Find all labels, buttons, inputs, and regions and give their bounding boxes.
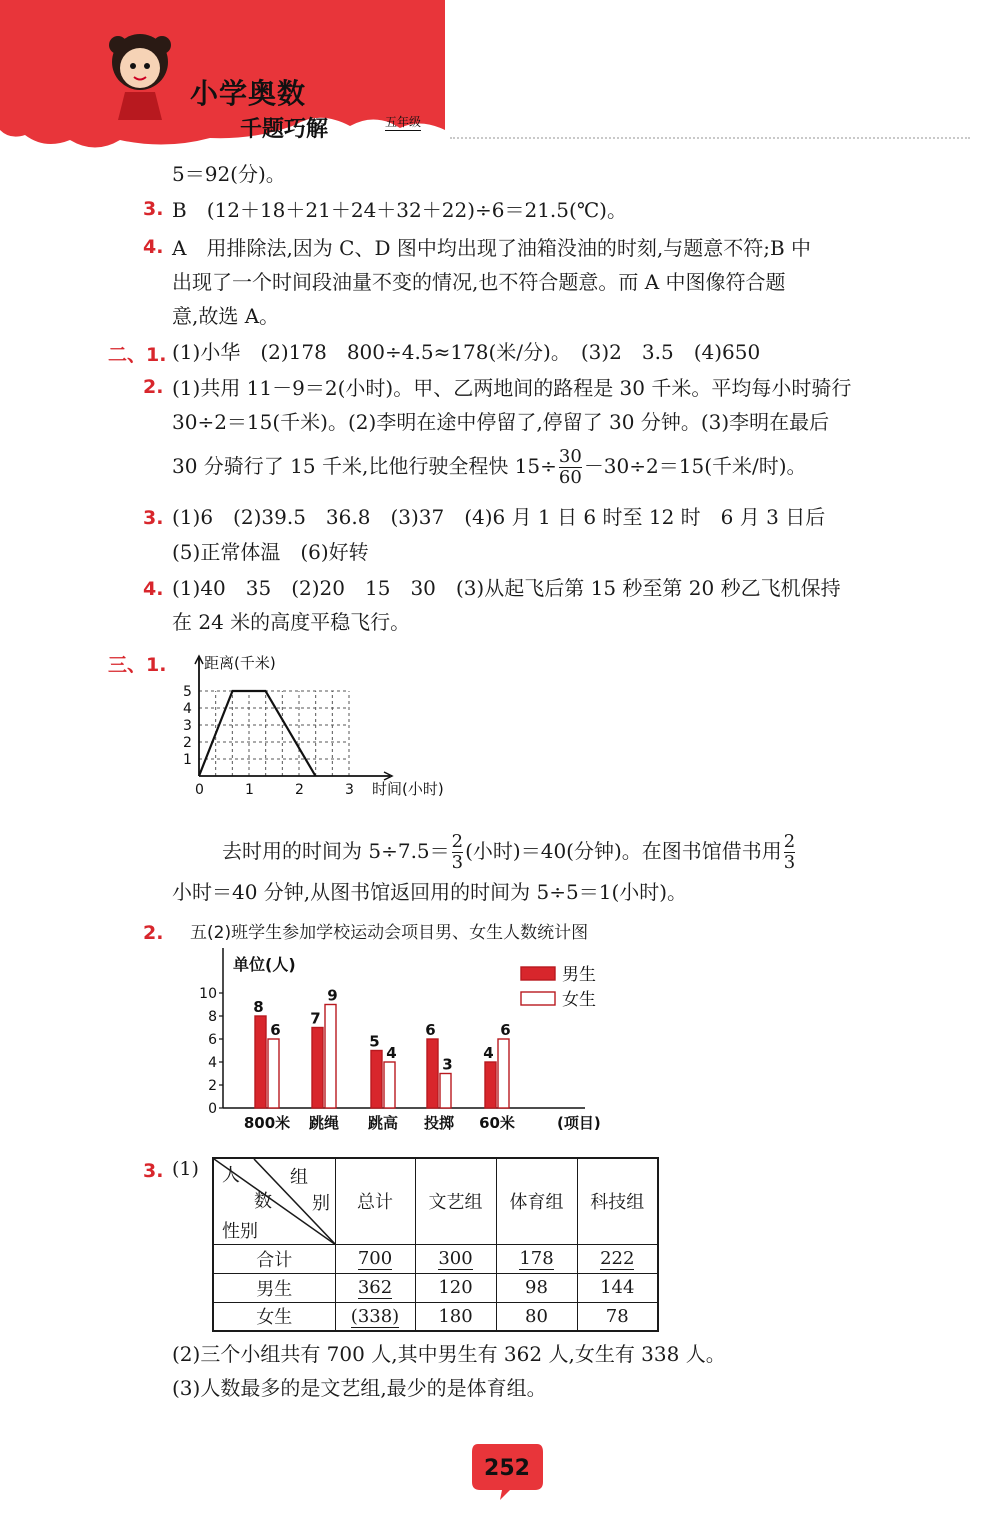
book-title: 小学奥数 (190, 77, 307, 110)
y-tick-label: 3 (183, 718, 192, 734)
text-segment: －30÷2＝15(千米/时)。 (583, 454, 807, 478)
table-row (213, 1273, 658, 1302)
y-tick-label: 8 (208, 1009, 217, 1025)
text-line: 出现了一个时间段油量不变的情况,也不符合题意。而 A 中图像符合题 (172, 270, 786, 294)
table-row (213, 1302, 658, 1331)
bar (485, 1062, 496, 1108)
header-divider (450, 137, 970, 139)
x-axis-label: 时间(小时) (372, 780, 444, 798)
y-tick-label: 0 (208, 1101, 217, 1117)
cell-value: 362 (357, 1277, 393, 1298)
chart-bars (244, 987, 515, 1133)
fraction (784, 832, 795, 873)
cell-value: 178 (519, 1248, 554, 1269)
item-number: 2. (143, 922, 164, 944)
bar (312, 1028, 323, 1109)
table-header: 文艺组 (415, 1158, 496, 1244)
category-label: 跳绳 (308, 1114, 340, 1132)
fraction-denominator: 3 (451, 852, 464, 873)
corner-label: 性别 (222, 1221, 258, 1242)
corner-label: 组 (290, 1167, 308, 1188)
item-number: 3. (143, 507, 164, 529)
bar-value-label: 6 (425, 1021, 436, 1039)
text-line-with-fraction (222, 832, 797, 873)
y-tick-label: 10 (199, 986, 217, 1002)
item-number: 2. (143, 376, 164, 398)
bar (268, 1039, 279, 1108)
y-tick-label: 4 (183, 701, 192, 717)
cell-value: 700 (357, 1248, 393, 1269)
table-cell (335, 1302, 415, 1331)
text-line: (1)6 (2)39.5 36.8 (3)37 (4)6 月 1 日 6 时至 12 时 6 月 3 日后 (172, 505, 826, 529)
table-cell (496, 1244, 577, 1273)
sports-bar-chart (185, 918, 635, 1140)
bar-value-label: 7 (310, 1009, 321, 1028)
text-line: 小时＝40 分钟,从图书馆返回用的时间为 5÷5＝1(小时)。 (172, 880, 688, 904)
text-segment: 去时用的时间为 5÷7.5＝ (222, 839, 450, 863)
table-cell: 180 (415, 1302, 496, 1331)
bar-value-label: 4 (483, 1044, 494, 1062)
table-cell (335, 1273, 415, 1302)
series-line (199, 691, 316, 776)
bar-value-label: 5 (369, 1032, 380, 1051)
legend-swatch (521, 992, 555, 1005)
fraction-numerator: 2 (451, 831, 464, 852)
y-axis-label: 距离(千米) (204, 654, 276, 672)
text-line: A 用排除法,因为 C、D 图中均出现了油箱没油的时刻,与题意不符;B 中 (172, 236, 812, 260)
legend-label: 男生 (562, 965, 596, 985)
cell-value: 300 (438, 1248, 473, 1269)
y-tick-label: 2 (183, 735, 192, 751)
group-stats-table (212, 1157, 659, 1332)
bar-value-label: 6 (500, 1021, 511, 1039)
text-line: 5＝92(分)。 (172, 162, 286, 186)
table-cell (577, 1244, 658, 1273)
bar-value-label: 3 (442, 1055, 453, 1074)
section-number: 二、1. (108, 344, 167, 366)
item-number: 3. (143, 198, 164, 220)
category-label: 跳高 (367, 1114, 399, 1132)
table-header: 总计 (335, 1158, 415, 1244)
text-line: 意,故选 A。 (172, 304, 280, 328)
chart-series (199, 691, 316, 776)
x-tick-label: 3 (345, 782, 354, 798)
bar (325, 1005, 336, 1109)
cell-value: 222 (600, 1248, 635, 1269)
table-header: 体育组 (496, 1158, 577, 1244)
table-header: 科技组 (577, 1158, 658, 1244)
bar (384, 1062, 395, 1108)
fraction (452, 832, 463, 873)
row-label: 男生 (213, 1273, 335, 1302)
text-line: (1)共用 11－9＝2(小时)。甲、乙两地间的路程是 30 千米。平均每小时骑行 (172, 376, 852, 400)
text-line: (1)小华 (2)178 800÷4.5≈178(米/分)。 (3)2 3.5 (4)650 (172, 340, 761, 364)
distance-time-chart (172, 648, 472, 808)
section-number: 三、1. (108, 654, 167, 676)
table-cell (415, 1244, 496, 1273)
row-label: 合计 (213, 1244, 335, 1273)
chart-legend (521, 965, 596, 1010)
text-line: 在 24 米的高度平稳飞行。 (172, 610, 411, 634)
text-line: (2)三个小组共有 700 人,其中男生有 362 人,女生有 338 人。 (172, 1342, 726, 1366)
y-axis-label: 单位(人) (233, 955, 296, 974)
fraction-denominator: 3 (783, 852, 796, 873)
text-line-with-fraction (172, 447, 807, 488)
chart-axes (195, 656, 392, 780)
text-segment: 30 分骑行了 15 千米,比他行驶全程快 15÷ (172, 454, 557, 478)
bar (371, 1051, 382, 1109)
table-cell: 80 (496, 1302, 577, 1331)
y-tick-label: 6 (208, 1032, 217, 1048)
bar (255, 1016, 266, 1108)
y-tick-label: 5 (183, 684, 192, 700)
fraction-numerator: 2 (783, 831, 796, 852)
x-tick-label: 1 (245, 782, 254, 798)
y-tick-label: 1 (183, 752, 192, 768)
item-number: 3. (143, 1160, 164, 1182)
page-number-badge (470, 1442, 545, 1502)
fraction-denominator: 60 (558, 467, 582, 488)
bar-value-label: 6 (270, 1021, 281, 1039)
text-line: (5)正常体温 (6)好转 (172, 540, 369, 564)
category-label: 60米 (479, 1114, 515, 1132)
legend-swatch (521, 967, 555, 980)
bar-value-label: 9 (327, 986, 338, 1005)
fraction (559, 447, 582, 488)
table-cell: 78 (577, 1302, 658, 1331)
corner-label: 别 (312, 1193, 330, 1214)
x-tick-label: 0 (195, 782, 204, 798)
y-tick-label: 4 (208, 1055, 217, 1071)
text-line: (1)40 35 (2)20 15 30 (3)从起飞后第 15 秒至第 20 秒乙飞机保持 (172, 576, 841, 600)
text-line: 30÷2＝15(千米)。(2)李明在途中停留了,停留了 30 分钟。(3)李明在最后 (172, 410, 830, 434)
y-tick-label: 2 (208, 1078, 217, 1094)
chart-title: 五(2)班学生参加学校运动会项目男、女生人数统计图 (190, 923, 589, 943)
text-segment: (小时)＝40(分钟)。在图书馆借书用 (465, 839, 782, 863)
diagonal-header-cell (213, 1158, 335, 1244)
text-line: B (12＋18＋21＋24＋32＋22)÷6＝21.5(℃)。 (172, 198, 627, 222)
table-cell: 98 (496, 1273, 577, 1302)
table-cell: 144 (577, 1273, 658, 1302)
bar (427, 1039, 438, 1108)
legend-label: 女生 (562, 990, 596, 1010)
corner-label: 人 (222, 1165, 240, 1186)
cell-value: (338) (350, 1305, 400, 1327)
grade-tag: 五年级 (385, 115, 422, 129)
page-number: 252 (484, 1456, 530, 1481)
book-subtitle: 千题巧解 (240, 117, 329, 142)
x-tick-label: 2 (295, 782, 304, 798)
bar (440, 1074, 451, 1109)
x-axis-label: (项目) (557, 1114, 601, 1132)
category-label: 投掷 (423, 1114, 455, 1132)
row-label: 女生 (213, 1302, 335, 1331)
fraction-numerator: 30 (558, 446, 582, 467)
bar-value-label: 8 (253, 998, 264, 1016)
corner-label: 数 (254, 1191, 272, 1212)
table-row (213, 1244, 658, 1273)
sub-label: (1) (172, 1158, 199, 1180)
bar-value-label: 4 (386, 1044, 397, 1062)
bar (498, 1039, 509, 1108)
item-number: 4. (143, 578, 164, 600)
table-cell: 120 (415, 1273, 496, 1302)
category-label: 800米 (243, 1114, 291, 1132)
text-line: (3)人数最多的是文艺组,最少的是体育组。 (172, 1376, 547, 1400)
item-number: 4. (143, 236, 164, 258)
table-cell (335, 1244, 415, 1273)
